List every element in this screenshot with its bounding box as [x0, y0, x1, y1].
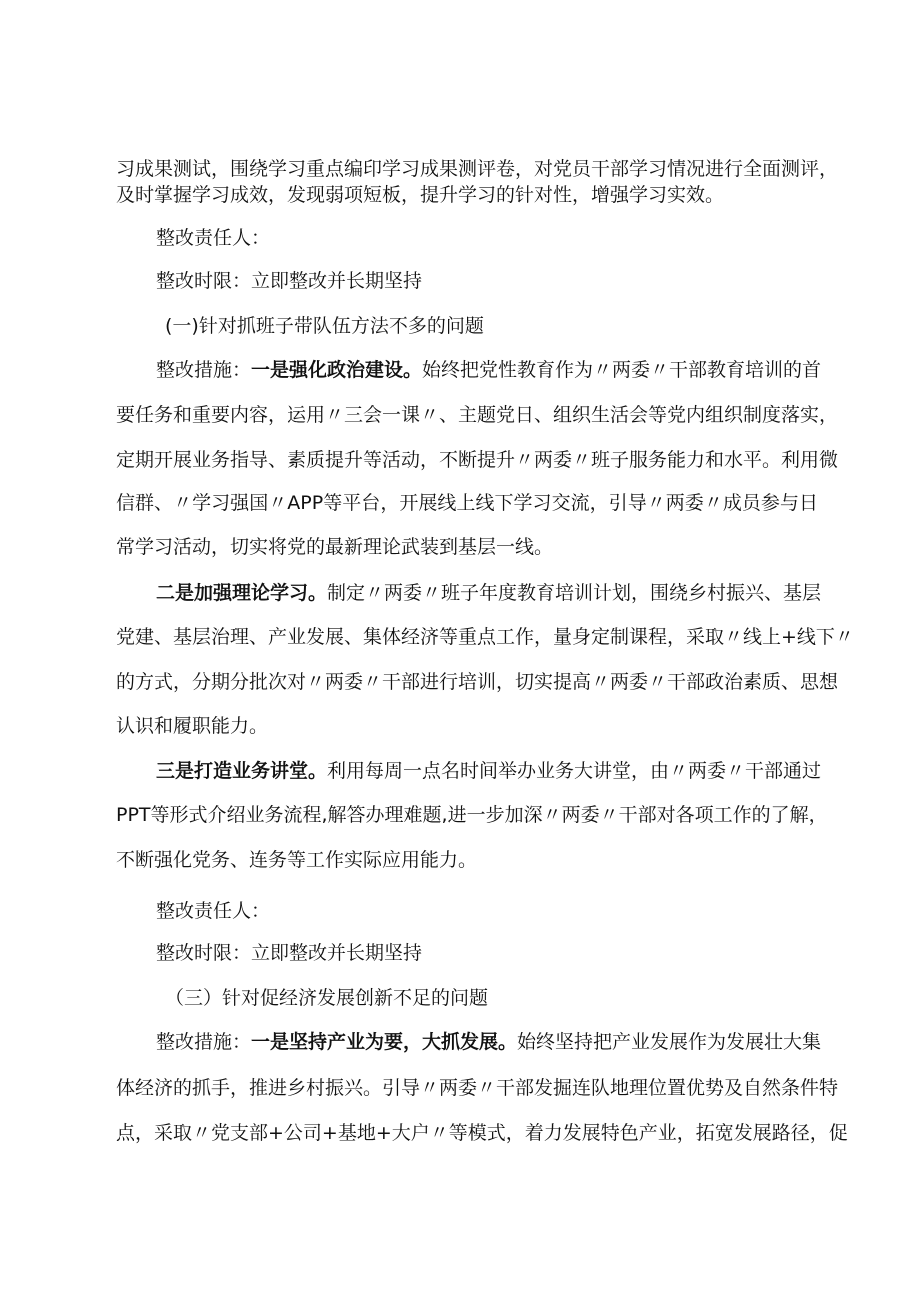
section1-p3-line3: 不断强化党务、连务等工作实际应用能力。	[116, 849, 478, 871]
measure-1-title: 一是强化政治建设。	[251, 359, 423, 381]
measure-2-title: 二是加强理论学习。	[156, 582, 328, 604]
section1-p2-line1	[156, 582, 822, 604]
measure-1-text: 始终把党性教育作为〃两委〃干部教育培训的首	[422, 359, 822, 381]
section3-p1-line2: 体经济的抓手，推进乡村振兴。引导〃两委〃干部发掘连队地理位置优势及自然条件特	[116, 1077, 839, 1099]
section1-p1-line2: 要任务和重要内容，运用〃三会一课〃、主题党日、组织生活会等党内组织制度落实，	[116, 404, 839, 426]
section1-heading: (一)针对抓班子带队伍方法不多的问题	[165, 315, 484, 337]
section1-p1-line3: 定期开展业务指导、素质提升等活动，不断提升〃两委〃班子服务能力和水平。利用微	[116, 449, 839, 471]
section3-p1-line3: 点，采取〃党支部+公司+基地+大户〃等模式，着力发展特色产业，拓宽发展路径，促	[116, 1122, 848, 1144]
section1-p2-line2: 党建、基层治理、产业发展、集体经济等重点工作，量身定制课程，采取〃线上+线下〃	[116, 626, 854, 648]
measure-2-text: 制定〃两委〃班子年度教育培训计划，围绕乡村振兴、基层	[327, 582, 822, 604]
measure-3-title: 三是打造业务讲堂。	[156, 760, 328, 782]
measure-3-1-title: 一是坚持产业为要，大抓发展。	[251, 1031, 518, 1053]
section1-p2-line3: 的方式，分期分批次对〃两委〃干部进行培训，切实提高〃两委〃干部政治素质、思想	[116, 671, 839, 693]
section3-p1-line1	[156, 1031, 822, 1053]
section1-p1-line1	[156, 359, 822, 381]
intro-deadline: 整改时限：立即整改并长期坚持	[156, 270, 423, 292]
section1-deadline: 整改时限：立即整改并长期坚持	[156, 942, 423, 964]
section1-p1-line4: 信群、〃学习强国〃APP等平台，开展线上线下学习交流，引导〃两委〃成员参与日	[116, 492, 818, 514]
section3-heading: （三）针对促经济发展创新不足的问题	[165, 987, 489, 1009]
intro-line-2: 及时掌握学习成效，发现弱项短板，提升学习的针对性，增强学习实效。	[116, 184, 725, 206]
measure-3-1-text: 始终坚持把产业发展作为发展壮大集	[517, 1031, 822, 1053]
intro-responsible: 整改责任人：	[156, 227, 271, 249]
section1-p2-line4: 认识和履职能力。	[116, 715, 269, 737]
section1-p3-line2: PPT等形式介绍业务流程,解答办理难题,进一步加深〃两委〃干部对各项工作的了解，	[116, 804, 828, 826]
measures-label: 整改措施：	[156, 359, 252, 381]
intro-line-1: 习成果测试，围绕学习重点编印学习成果测评卷，对党员干部学习情况进行全面测评，	[116, 158, 839, 180]
section1-p1-line5: 常学习活动，切实将党的最新理论武装到基层一线。	[116, 536, 554, 558]
measures-label: 整改措施：	[156, 1031, 252, 1053]
section1-p3-line1	[156, 760, 822, 782]
section1-responsible: 整改责任人：	[156, 900, 271, 922]
measure-3-text: 利用每周一点名时间举办业务大讲堂，由〃两委〃干部通过	[327, 760, 822, 782]
